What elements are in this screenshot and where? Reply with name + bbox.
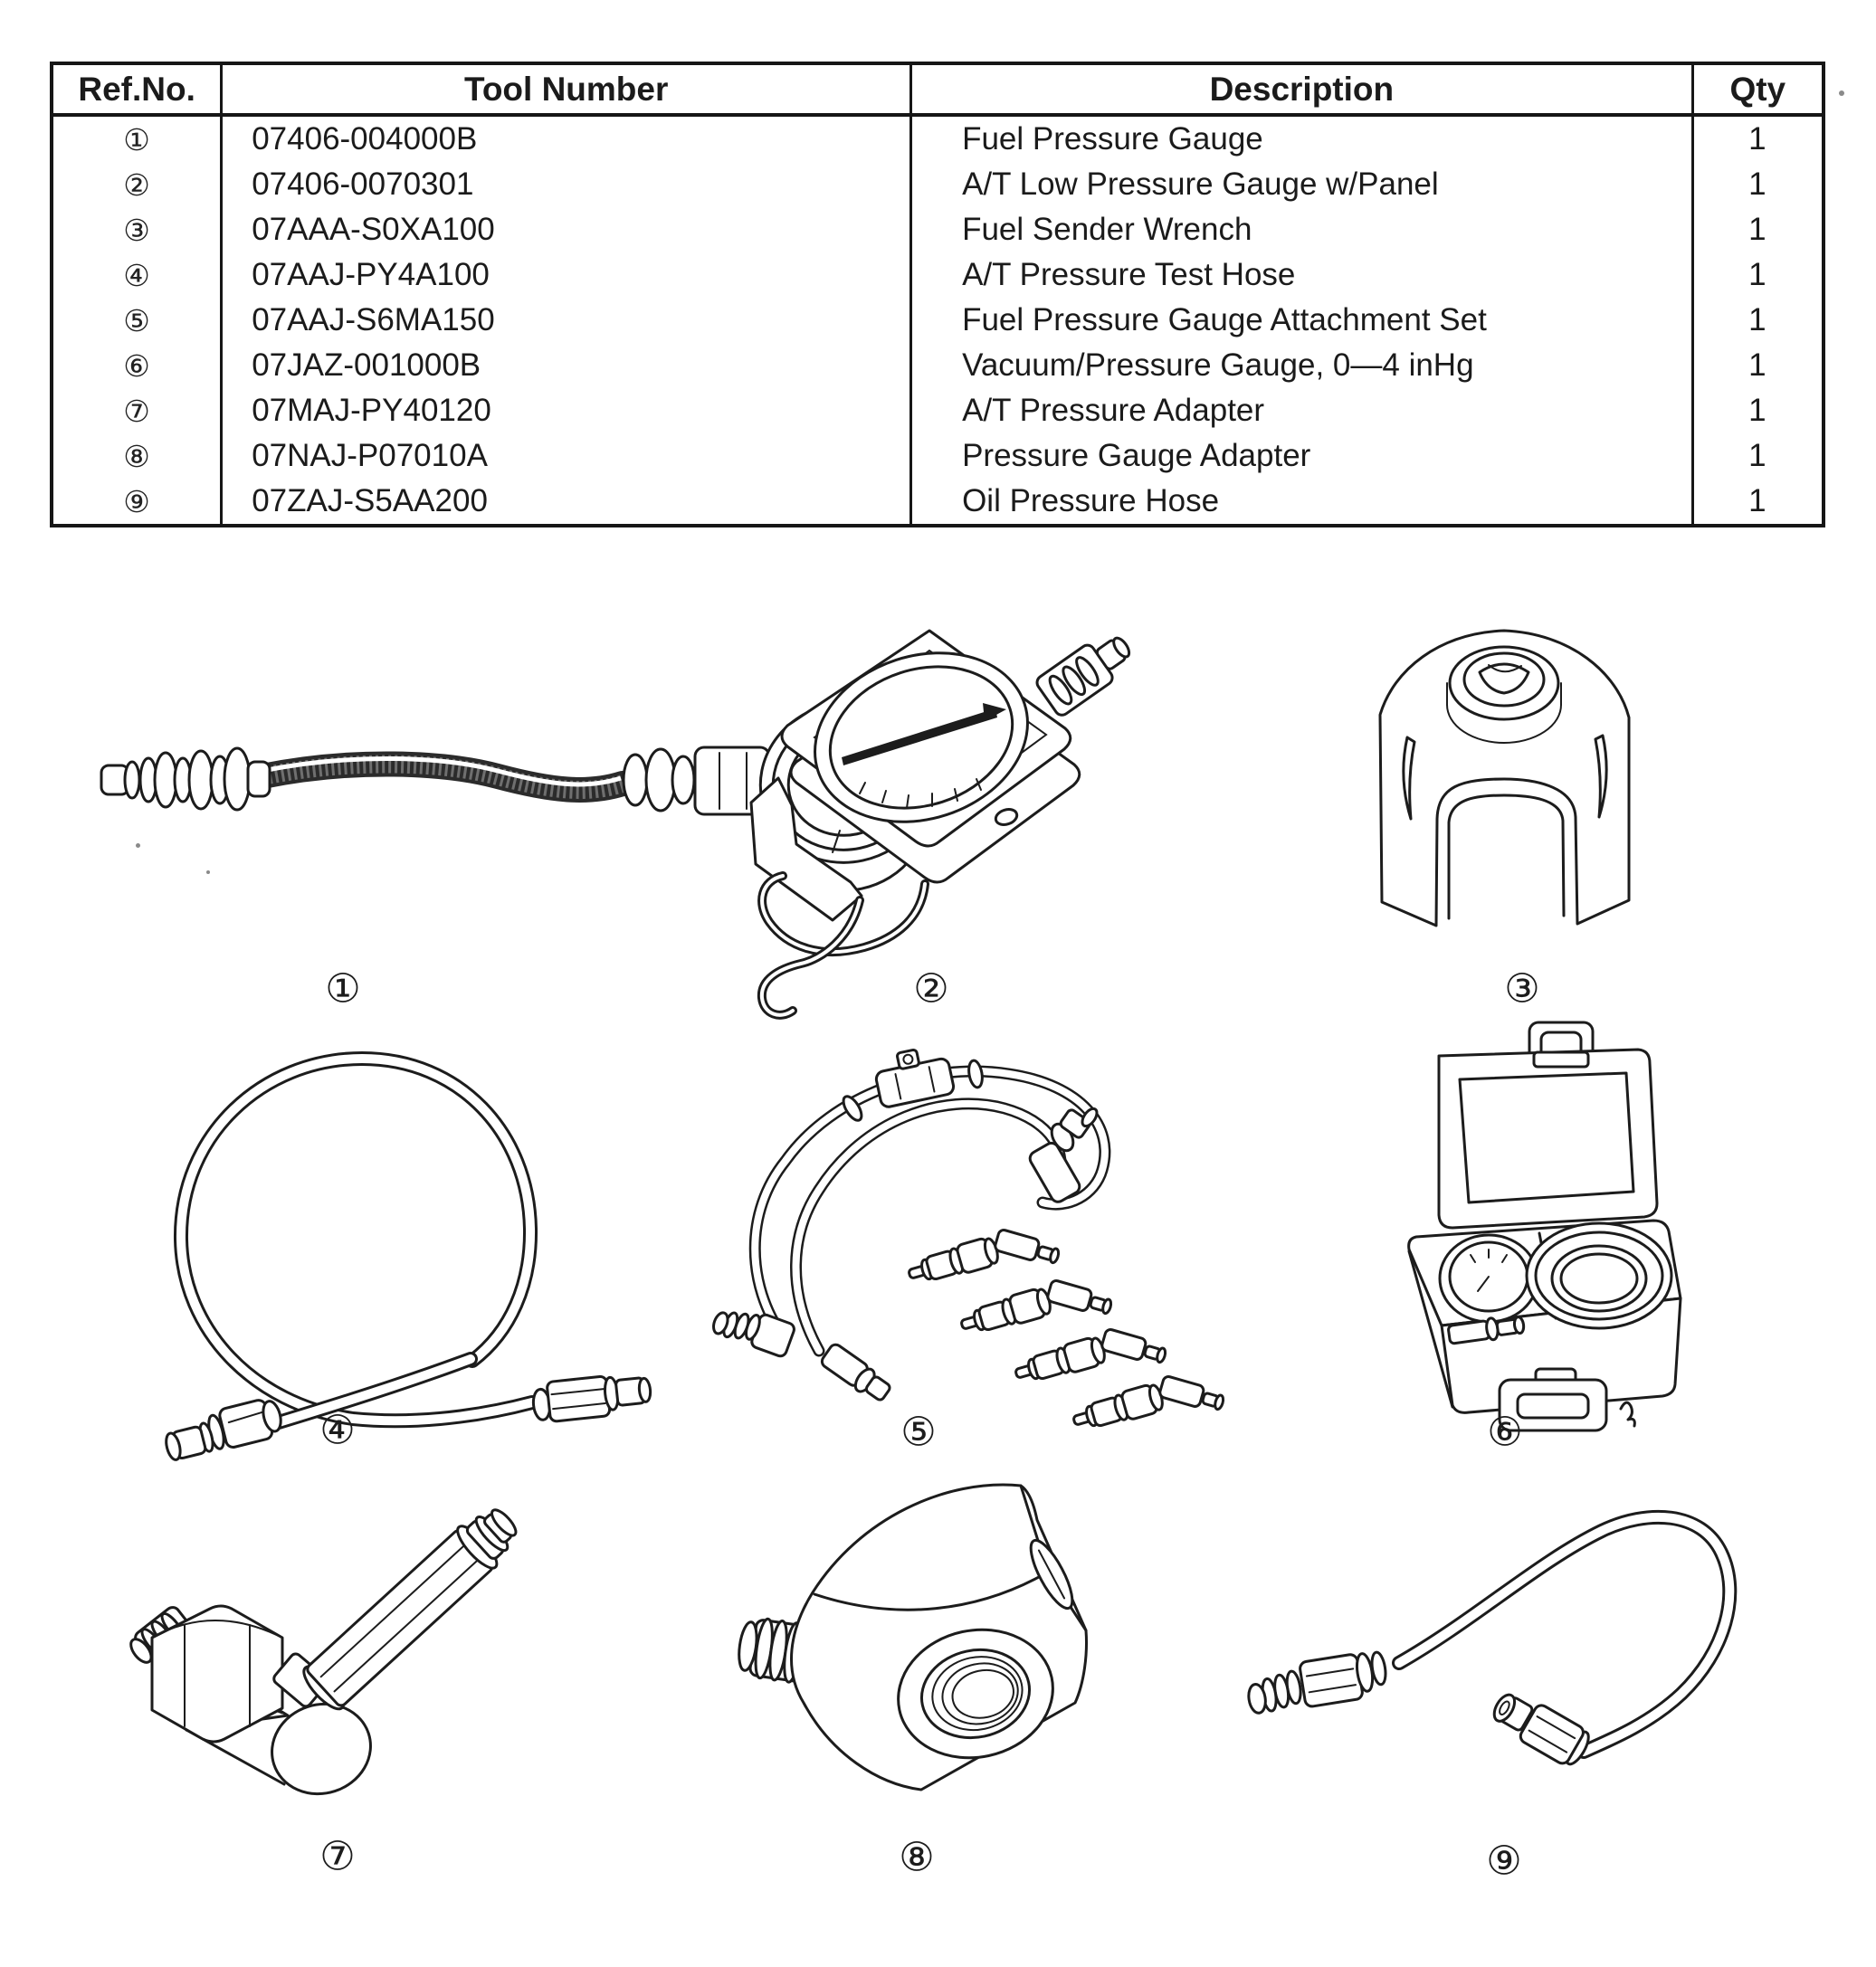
table-row xyxy=(53,207,1822,252)
hose-end-fitting xyxy=(1244,1649,1389,1715)
oil-pressure-hose-illustration xyxy=(1222,1475,1747,1837)
vacuum-pressure-gauge-kit-illustration xyxy=(1362,1000,1688,1434)
ref-badge: ⑤ xyxy=(123,302,150,338)
ref-badge: ⑨ xyxy=(123,483,150,519)
qty-cell: 1 xyxy=(1691,388,1822,433)
table-row xyxy=(53,252,1822,298)
attachment-set-illustration xyxy=(697,1018,1231,1425)
figure-at-pressure-test-hose xyxy=(136,1013,570,1448)
qty-cell: 1 xyxy=(1691,298,1822,343)
ref-badge: ② xyxy=(123,166,150,203)
ref-badge: ⑧ xyxy=(123,438,150,474)
scan-artifact xyxy=(1621,1402,1634,1426)
figure-label-9: ⑨ xyxy=(1486,1838,1522,1885)
qty-cell: 1 xyxy=(1691,433,1822,479)
qty-cell: 1 xyxy=(1691,252,1822,298)
elbow-fitting xyxy=(819,1342,893,1405)
tool-number-cell: 07AAJ-PY4A100 xyxy=(220,252,909,298)
tool-number-cell: 07NAJ-P07010A xyxy=(220,433,909,479)
figure-label-6: ⑥ xyxy=(1487,1409,1523,1456)
description-cell: Oil Pressure Hose xyxy=(909,479,1691,524)
at-pressure-test-hose-illustration xyxy=(136,1013,570,1448)
ref-badge: ① xyxy=(123,121,150,157)
threaded-fitting xyxy=(1034,626,1139,718)
qty-cell: 1 xyxy=(1691,207,1822,252)
table-row xyxy=(53,433,1822,479)
figure-vacuum-pressure-gauge-kit xyxy=(1362,1000,1688,1434)
special-tools-table xyxy=(50,62,1825,527)
qty-cell: 1 xyxy=(1691,162,1822,207)
tool-number-cell: 07MAJ-PY40120 xyxy=(220,388,909,433)
tool-number-cell: 07AAJ-S6MA150 xyxy=(220,298,909,343)
table-row xyxy=(53,298,1822,343)
header-tool-number: Tool Number xyxy=(220,65,909,113)
description-cell: A/T Pressure Adapter xyxy=(909,388,1691,433)
tool-number-cell: 07406-004000B xyxy=(220,117,909,162)
figure-label-2: ② xyxy=(913,965,949,1012)
figure-label-8: ⑧ xyxy=(899,1834,935,1881)
pressure-gauge-adapter-illustration xyxy=(733,1466,1131,1828)
hose-end-fitting xyxy=(1488,1685,1594,1770)
ref-badge: ③ xyxy=(123,212,150,248)
figure-oil-pressure-hose xyxy=(1222,1475,1747,1837)
figure-at-low-pressure-gauge xyxy=(715,602,1104,991)
figure-at-pressure-adapter xyxy=(127,1493,552,1791)
header-description: Description xyxy=(909,65,1690,113)
description-cell: A/T Pressure Test Hose xyxy=(909,252,1691,298)
figure-label-3: ③ xyxy=(1504,965,1540,1012)
ref-badge: ⑦ xyxy=(123,393,150,429)
description-cell: Fuel Pressure Gauge Attachment Set xyxy=(909,298,1691,343)
tool-number-cell: 07ZAJ-S5AA200 xyxy=(220,479,909,524)
hose-end-fitting xyxy=(161,1396,285,1463)
figure-fuel-sender-wrench xyxy=(1353,593,1652,955)
fuel-sender-wrench-illustration xyxy=(1353,593,1652,955)
qty-cell: 1 xyxy=(1691,343,1822,388)
description-cell: Fuel Sender Wrench xyxy=(909,207,1691,252)
hex-rod xyxy=(298,1498,527,1715)
qty-cell: 1 xyxy=(1691,117,1822,162)
figure-label-1: ① xyxy=(325,965,361,1012)
scan-speck xyxy=(1839,90,1844,96)
ref-badge: ④ xyxy=(123,257,150,293)
figure-label-5: ⑤ xyxy=(900,1409,937,1456)
description-cell: Vacuum/Pressure Gauge, 0—4 inHg xyxy=(909,343,1691,388)
table-header-row xyxy=(53,65,1822,117)
at-pressure-adapter-illustration xyxy=(127,1493,552,1791)
figure-pressure-gauge-adapter xyxy=(733,1466,1131,1828)
adapter-fittings xyxy=(904,1214,1231,1453)
scan-speck xyxy=(206,870,210,874)
table-row xyxy=(53,162,1822,207)
description-cell: Fuel Pressure Gauge xyxy=(909,117,1691,162)
at-low-pressure-gauge-illustration xyxy=(715,602,1104,991)
figure-label-7: ⑦ xyxy=(319,1833,356,1880)
hose-end-fitting xyxy=(531,1372,652,1423)
elbow-fitting xyxy=(711,1299,796,1358)
table-row xyxy=(53,479,1822,524)
figure-attachment-set xyxy=(697,1018,1231,1425)
scan-speck xyxy=(136,843,140,848)
table-row xyxy=(53,388,1822,433)
table-row xyxy=(53,343,1822,388)
header-ref-no: Ref.No. xyxy=(78,70,195,108)
tool-number-cell: 07AAA-S0XA100 xyxy=(220,207,909,252)
description-cell: Pressure Gauge Adapter xyxy=(909,433,1691,479)
qty-cell: 1 xyxy=(1691,479,1822,524)
tool-number-cell: 07JAZ-001000B xyxy=(220,343,909,388)
valve-fitting xyxy=(871,1043,955,1108)
ref-badge: ⑥ xyxy=(123,347,150,384)
table-row xyxy=(53,117,1822,162)
description-cell: A/T Low Pressure Gauge w/Panel xyxy=(909,162,1691,207)
tool-number-cell: 07406-0070301 xyxy=(220,162,909,207)
header-qty: Qty xyxy=(1691,65,1822,113)
figure-label-4: ④ xyxy=(319,1407,356,1454)
